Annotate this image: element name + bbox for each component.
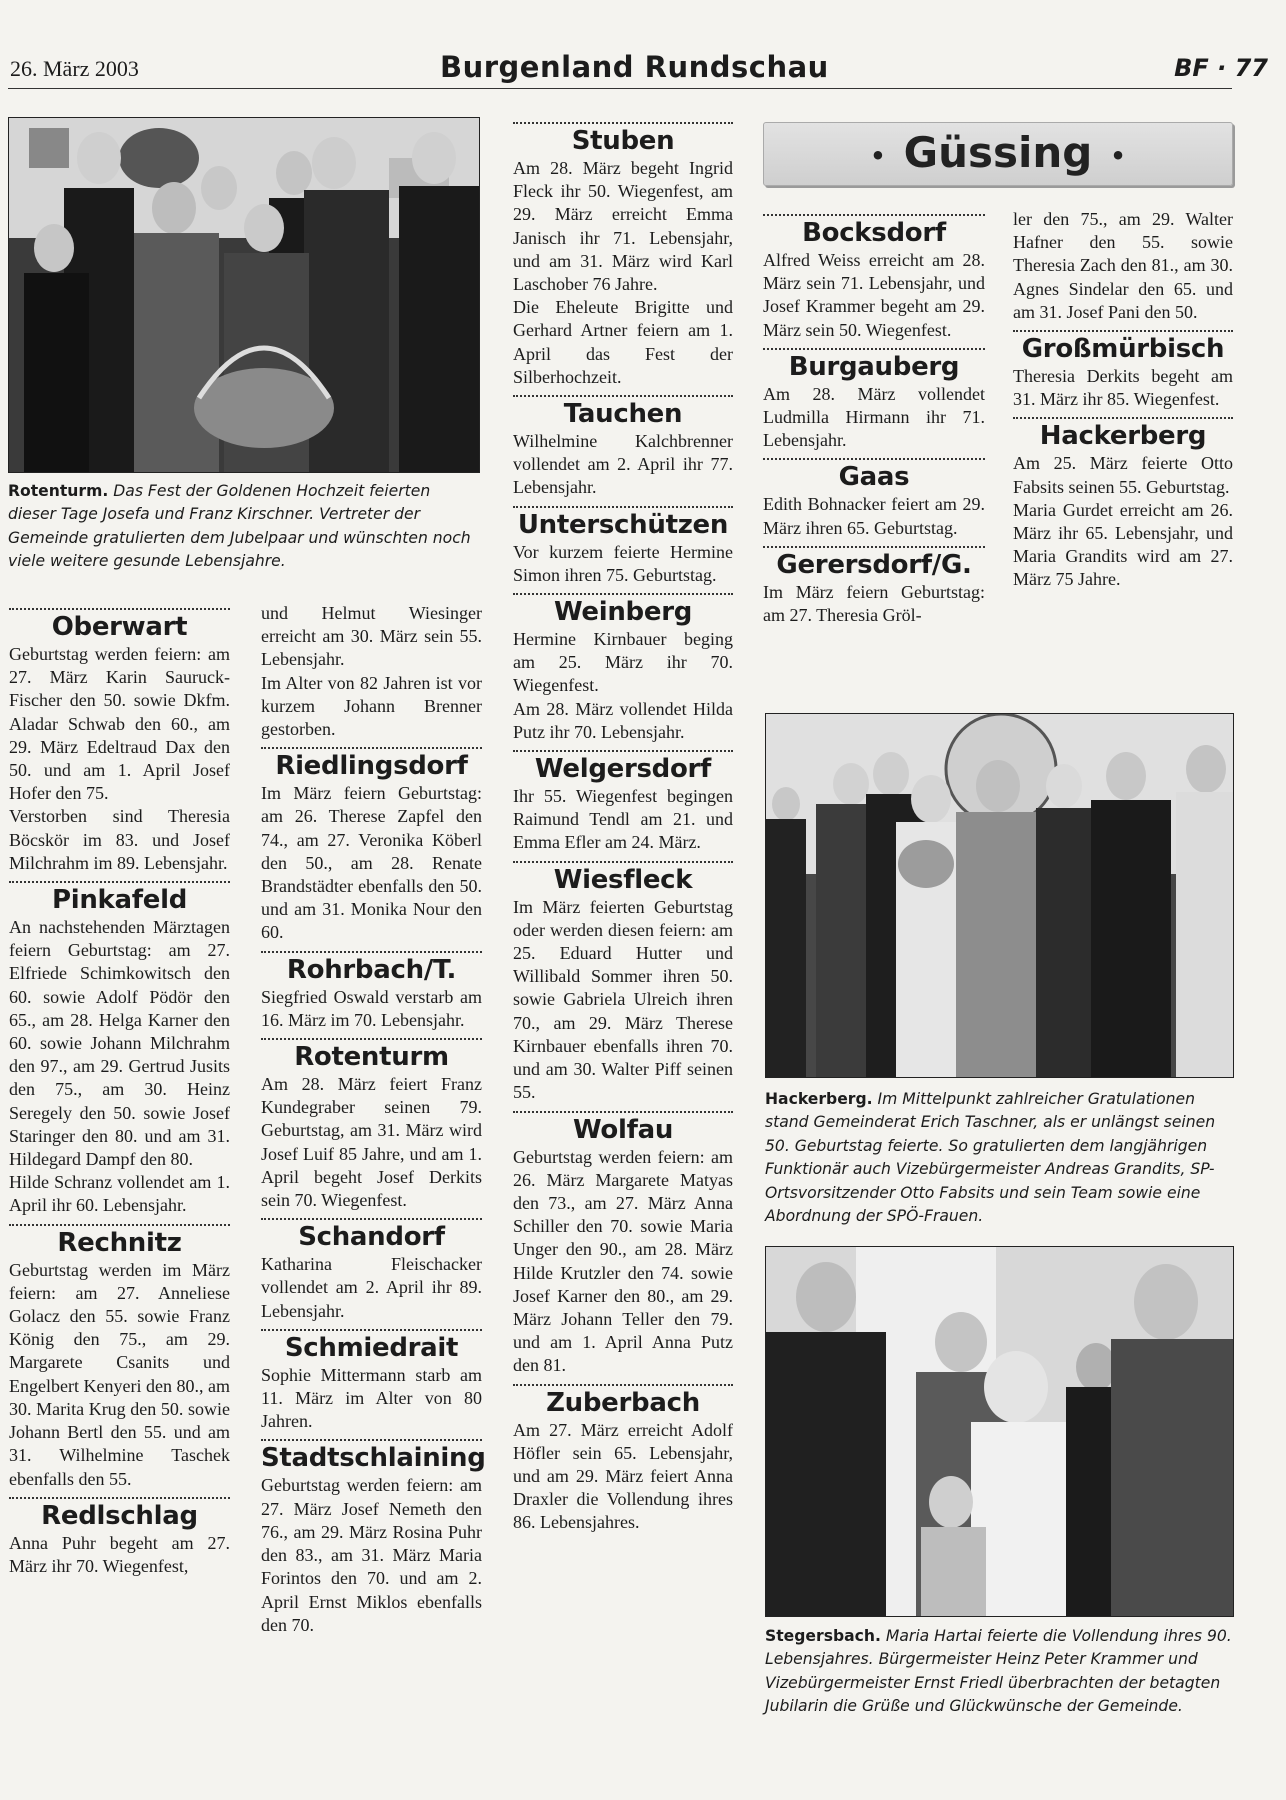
item-paragraph: Sophie Mittermann starb am 11. März im Alter von 80 Jahren. bbox=[261, 1364, 482, 1432]
dotted-divider bbox=[261, 1218, 482, 1220]
news-item bbox=[1013, 417, 1233, 591]
item-heading: Gaas bbox=[838, 462, 910, 493]
item-heading: Tauchen bbox=[563, 399, 683, 430]
news-item bbox=[1013, 208, 1233, 324]
caption-place: Rotenturm. bbox=[8, 482, 109, 500]
item-heading: Schandorf bbox=[298, 1222, 445, 1253]
item-body bbox=[9, 916, 230, 1218]
dotted-divider bbox=[513, 593, 733, 595]
item-body bbox=[763, 383, 985, 453]
region-banner: • Güssing • bbox=[763, 122, 1233, 186]
item-heading: Oberwart bbox=[51, 612, 188, 642]
item-body bbox=[513, 430, 733, 500]
news-item bbox=[513, 861, 733, 1105]
item-paragraph: Am 28. März vollendet Ludmilla Hirmann ihr 71. Lebensjahr. bbox=[763, 383, 985, 451]
item-paragraph: Vor kurzem feierte Hermine Simon ihren 75. Geburtstag. bbox=[513, 541, 733, 585]
dotted-divider bbox=[763, 348, 985, 350]
item-heading: Gerersdorf/G. bbox=[776, 549, 972, 580]
item-heading: Riedlingsdorf bbox=[275, 751, 468, 782]
hackerberg-photo bbox=[765, 713, 1234, 1078]
item-heading: Weinberg bbox=[553, 597, 693, 628]
item-heading: Welgersdorf bbox=[534, 754, 712, 785]
issue-date: 26. März 2003 bbox=[10, 56, 139, 81]
item-heading: Zuberbach bbox=[546, 1387, 700, 1418]
news-item bbox=[261, 1439, 486, 1636]
dotted-divider bbox=[513, 750, 733, 752]
dotted-divider bbox=[9, 608, 230, 610]
item-paragraph: Siegfried Oswald verstarb am 16. März im 70. Lebensjahr. bbox=[261, 986, 482, 1030]
dotted-divider bbox=[1013, 330, 1233, 332]
item-paragraph: Maria Gurdet erreicht am 26. März ihr 65. Lebensjahr, und Maria Grandits wird am 27. März 75 Jahre. bbox=[1013, 499, 1233, 590]
item-paragraph: Am 25. März feierte Otto Fabsits seinen 55. Geburtstag. bbox=[1013, 453, 1233, 497]
dotted-divider bbox=[261, 1439, 482, 1441]
item-paragraph: Im März feierten Geburtstag oder werden diesen feiern: am 25. Eduard Hutter und Willibald Sommer ihren 50. sowie Gabriela Ulreich ihren 70., am 29. März Therese Kirnbauer ebenfalls ihren 70. und am 30. Walter Piff seinen 55. bbox=[513, 896, 733, 1103]
item-paragraph: Im März feiern Geburtstag: am 27. Theresia Gröl- bbox=[763, 581, 985, 626]
item-paragraph: Hilde Schranz vollendet am 1. April ihr 60. Lebensjahr. bbox=[9, 1172, 230, 1216]
news-item bbox=[261, 747, 482, 944]
news-item bbox=[261, 1329, 482, 1434]
item-heading: Pinkafeld bbox=[51, 885, 188, 916]
news-item bbox=[261, 1038, 482, 1212]
page-number: BF · 77 bbox=[1174, 54, 1268, 82]
item-heading: Wolfau bbox=[572, 1114, 674, 1145]
column-5 bbox=[1013, 208, 1233, 592]
item-body bbox=[261, 602, 482, 741]
item-body bbox=[9, 1259, 230, 1491]
column-1 bbox=[9, 602, 230, 1578]
dotted-divider bbox=[513, 861, 733, 863]
item-body bbox=[513, 628, 733, 744]
item-paragraph: Alfred Weiss erreicht am 28. März sein 71. Lebensjahr, und Josef Krammer begeht am 29. März sein 50. Wiegenfest. bbox=[763, 250, 985, 340]
item-heading: Bocksdorf bbox=[802, 218, 946, 248]
news-item bbox=[513, 1384, 733, 1535]
item-body bbox=[9, 1532, 230, 1578]
item-paragraph: Ihr 55. Wiegenfest begingen Raimund Tendl am 21. und Emma Efler am 24. März. bbox=[513, 786, 733, 853]
news-item bbox=[513, 395, 733, 500]
news-item bbox=[513, 1111, 733, 1378]
news-item bbox=[513, 750, 733, 855]
item-paragraph: Geburtstag werden feiern: am 27. März Josef Nemeth den 76., am 29. März Rosina Puhr den 83., am 31. März Maria Forintos den 70. und am 2. April Ernst Miklos ebenfalls den 70. bbox=[261, 1475, 482, 1635]
news-item bbox=[9, 881, 230, 1218]
item-body bbox=[261, 986, 482, 1032]
caption-place: Stegersbach. bbox=[765, 1627, 881, 1645]
item-body bbox=[513, 541, 733, 587]
news-item bbox=[1013, 330, 1233, 411]
dotted-divider bbox=[9, 1497, 230, 1499]
dotted-divider bbox=[763, 458, 985, 460]
news-item bbox=[9, 1224, 230, 1491]
item-paragraph: Im März feiern Geburtstag: am 26. Therese Zapfel den 74., am 27. Veronika Köberl den 50., am 28. Renate Brandstädter ebenfalls den 50. und am 31. Monika Nour den 60. bbox=[261, 783, 482, 943]
item-paragraph: Edith Bohnacker feiert am 29. März ihren 65. Geburtstag. bbox=[763, 494, 985, 538]
newspaper-title: Burgenland Rundschau bbox=[440, 50, 829, 84]
caption-text: Im Mittelpunkt zahlreicher Gratulationen stand Gemeinderat Erich Taschner, als er unlängst seinen 50. Geburtstag feierte. So gratulierten dem langjährigen Funktionär auch Vizebürgermeister Andreas Grandits, SP-Ortsvorsitzender Otto Fabsits und sein Team sowie eine Abordnung der SPÖ-Frauen. bbox=[765, 1090, 1216, 1226]
item-body bbox=[261, 1253, 482, 1323]
item-heading: Hackerberg bbox=[1039, 421, 1207, 452]
caption-place: Hackerberg. bbox=[765, 1090, 873, 1108]
dotted-divider bbox=[513, 122, 733, 124]
item-body bbox=[513, 896, 733, 1105]
item-paragraph: Im Alter von 82 Jahren ist vor kurzem Johann Brenner gestorben. bbox=[261, 672, 482, 740]
caption-text: Maria Hartai feierte die Vollendung ihres 90. Lebensjahres. Bürgermeister Heinz Peter Krammer und Vizebürgermeister Ernst Friedl überbrachten der betagten Jubilarin die Grüße und Glückwünsche der Gemeinde. bbox=[765, 1627, 1232, 1716]
item-body bbox=[513, 1146, 733, 1378]
item-body bbox=[261, 1364, 482, 1434]
dotted-divider bbox=[763, 214, 985, 216]
item-paragraph: Am 28. März begeht Ingrid Fleck ihr 50. Wiegenfest, am 29. März erreicht Emma Janisch ihr 71. Lebensjahr, und am 31. März wird Karl Laschober 76 Jahre. bbox=[513, 158, 733, 295]
rotenturm-photo bbox=[8, 117, 480, 473]
item-body bbox=[1013, 452, 1233, 591]
column-2 bbox=[261, 602, 486, 1637]
dotted-divider bbox=[763, 546, 985, 548]
item-paragraph: Geburtstag werden im März feiern: am 27. Anneliese Golacz den 55. sowie Franz König den 75., am 29. Margarete Csanits und Engelbert Kenyeri den 80., am 30. Marita Krug den 50. sowie Johann Bertl den 55. und am 31. Wilhelmine Taschek ebenfalls den 55. bbox=[9, 1259, 230, 1489]
item-body bbox=[513, 785, 733, 855]
item-body bbox=[9, 643, 230, 875]
dotted-divider bbox=[513, 1384, 733, 1386]
item-paragraph: Geburtstag werden feiern: am 26. März Margarete Matyas den 73., am 27. März Anna Schiller den 70. sowie Maria Unger den 90., am 28. März Hilde Krutzler den 74. sowie Josef Karner den 80., am 29. März Johann Teller den 79. und am 1. April Anna Putz den 81. bbox=[513, 1146, 733, 1376]
dotted-divider bbox=[9, 1224, 230, 1226]
item-paragraph: Verstorben sind Theresia Böcskör im 83. und Josef Milchrahm im 89. Lebensjahr. bbox=[9, 806, 230, 873]
news-item bbox=[9, 1497, 230, 1578]
dotted-divider bbox=[261, 1038, 482, 1040]
item-heading: Burgauberg bbox=[788, 351, 960, 382]
news-item bbox=[763, 214, 985, 342]
masthead-rule bbox=[8, 88, 1232, 89]
item-heading: Großmürbisch bbox=[1021, 334, 1225, 365]
item-heading: Schmiedrait bbox=[284, 1332, 459, 1363]
dotted-divider bbox=[513, 1111, 733, 1113]
rotenturm-caption bbox=[8, 480, 478, 574]
item-paragraph: und Helmut Wiesinger erreicht am 30. März sein 55. Lebensjahr. bbox=[261, 603, 482, 670]
news-item bbox=[9, 608, 230, 875]
column-4 bbox=[763, 208, 985, 627]
news-item bbox=[261, 602, 482, 741]
dotted-divider bbox=[9, 881, 230, 883]
region-title: Güssing bbox=[903, 128, 1093, 177]
item-body bbox=[513, 1419, 733, 1535]
item-paragraph: Wilhelmine Kalchbrenner vollendet am 2. April ihr 77. Lebensjahr. bbox=[513, 431, 733, 498]
dotted-divider bbox=[261, 951, 482, 953]
item-paragraph: Hermine Kirnbauer beging am 25. März ihr 70. Wiegenfest. bbox=[513, 629, 733, 696]
item-body bbox=[763, 493, 985, 539]
news-item bbox=[513, 593, 733, 744]
item-heading: Rechnitz bbox=[57, 1227, 182, 1258]
item-paragraph: Am 28. März vollendet Hilda Putz ihr 70. Lebensjahr. bbox=[513, 698, 733, 742]
item-body bbox=[261, 1474, 482, 1636]
masthead bbox=[0, 0, 1286, 92]
news-item bbox=[763, 348, 985, 453]
item-paragraph: Theresia Derkits begeht am 31. März ihr 85. Wiegenfest. bbox=[1013, 366, 1233, 410]
news-item bbox=[261, 1218, 482, 1323]
item-body bbox=[763, 581, 985, 627]
news-item bbox=[513, 122, 733, 389]
item-heading: Rotenturm bbox=[294, 1042, 449, 1073]
item-body bbox=[261, 1073, 482, 1212]
hackerberg-caption bbox=[765, 1088, 1232, 1228]
caption-text: Das Fest der Goldenen Hochzeit feierten dieser Tage Josefa und Franz Kirschner. Vertreter der Gemeinde gratulierten dem Jubelpaar und wünschten noch viele weitere gesunde Lebensjahre. bbox=[8, 482, 471, 571]
dotted-divider bbox=[261, 1329, 482, 1331]
item-heading: Rohrbach/T. bbox=[286, 954, 457, 985]
news-item bbox=[763, 458, 985, 539]
item-paragraph: Am 28. März feiert Franz Kundegraber seinen 79. Geburtstag, am 31. März wird Josef Luif 85 Jahre, und am 1. April begeht Josef Derkits sein 70. Wiegenfest. bbox=[261, 1074, 482, 1211]
item-body bbox=[1013, 208, 1233, 324]
item-heading: Unterschützen bbox=[517, 509, 729, 540]
stegersbach-photo bbox=[765, 1246, 1234, 1617]
item-heading: Redlschlag bbox=[41, 1500, 198, 1531]
item-body bbox=[1013, 365, 1233, 411]
item-heading: Stuben bbox=[571, 126, 675, 156]
news-item bbox=[763, 546, 985, 627]
item-paragraph: Die Eheleute Brigitte und Gerhard Artner feiern am 1. April das Fest der Silberhochzeit. bbox=[513, 297, 733, 387]
item-paragraph: ler den 75., am 29. Walter Hafner den 55. sowie Theresia Zach den 81., am 30. Agnes Sindelar den 65. und am 31. Josef Pani den 50. bbox=[1013, 209, 1233, 322]
dotted-divider bbox=[513, 395, 733, 397]
item-heading: Wiesfleck bbox=[553, 864, 693, 895]
item-paragraph: Katharina Fleischacker vollendet am 2. April ihr 89. Lebensjahr. bbox=[261, 1254, 482, 1321]
news-item bbox=[513, 506, 733, 587]
item-body bbox=[763, 249, 985, 342]
item-body bbox=[513, 157, 733, 389]
news-item bbox=[261, 951, 482, 1032]
dotted-divider bbox=[513, 506, 733, 508]
stegersbach-caption bbox=[765, 1625, 1232, 1719]
item-heading: Stadtschlaining bbox=[261, 1443, 486, 1474]
item-paragraph: Geburtstag werden feiern: am 27. März Karin Sauruck-Fischer den 50. sowie Dkfm. Aladar Schwab den 60., am 29. März Edeltraud Dax den 50. und am 1. April Josef Hofer den 75. bbox=[9, 644, 230, 804]
dotted-divider bbox=[1013, 417, 1233, 419]
dotted-divider bbox=[261, 747, 482, 749]
item-paragraph: An nachstehenden Märztagen feiern Geburtstag: am 27. Elfriede Schimkowitsch den 60. sowie Adolf Pödör den 65., am 28. Helga Karner den 60. sowie Johann Milchrahm den 97., am 29. Gertrud Jusits den 75., am 30. Heinz Seregely den 50. sowie Josef Staringer den 80. und am 31. Hildegard Dampf den 80. bbox=[9, 917, 230, 1170]
item-body bbox=[261, 782, 482, 944]
item-paragraph: Anna Puhr begeht am 27. März ihr 70. Wiegenfest, bbox=[9, 1532, 230, 1576]
column-3 bbox=[513, 116, 733, 1535]
item-paragraph: Am 27. März erreicht Adolf Höfler sein 65. Lebensjahr, und am 29. März feiert Anna Draxler die Vollendung ihres 86. Lebensjahres. bbox=[513, 1419, 733, 1533]
